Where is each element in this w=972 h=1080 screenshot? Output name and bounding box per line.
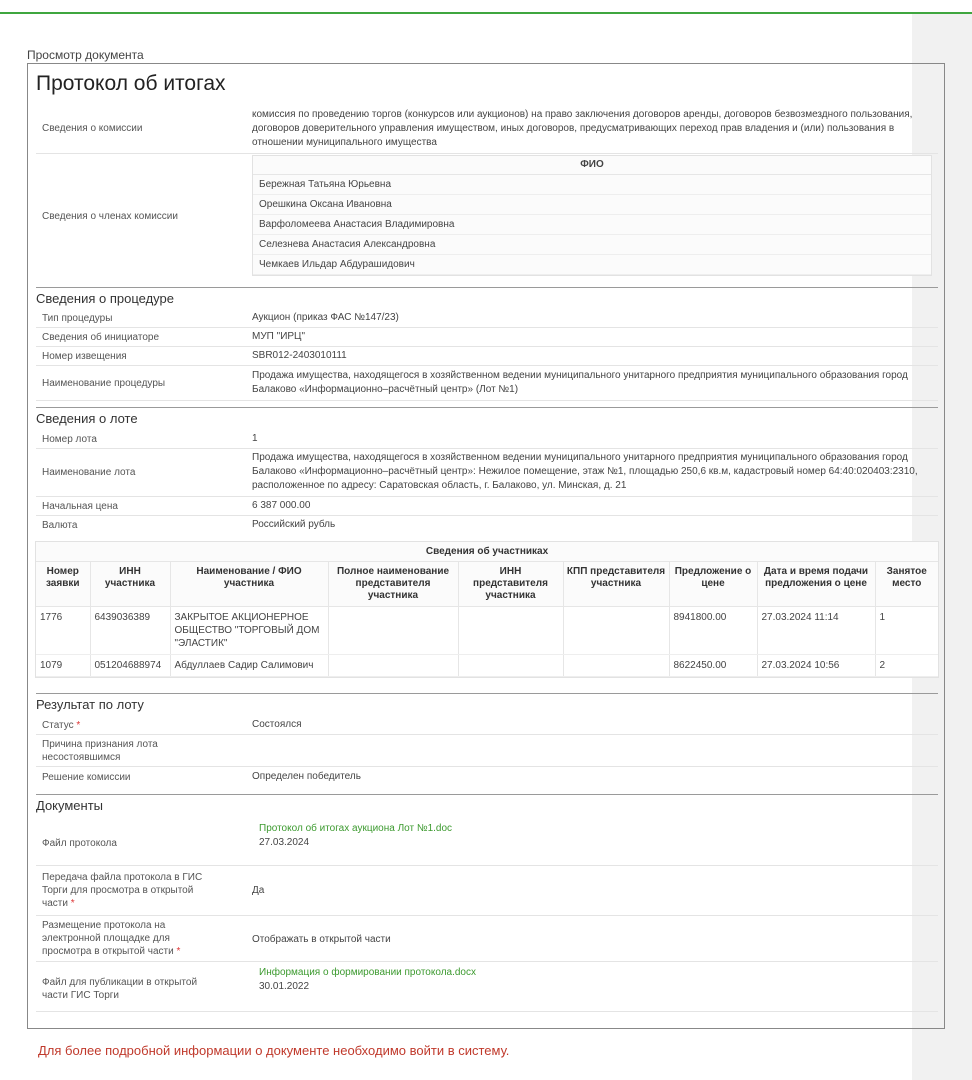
col-header: Наименование / ФИО участника	[170, 562, 328, 607]
commission-decision-label: Решение комиссии	[42, 772, 131, 783]
cell-representative-name	[328, 655, 458, 677]
notice-number-row	[36, 347, 938, 366]
col-header: Предложение о цене	[669, 562, 757, 607]
cell-representative-name	[328, 607, 458, 655]
page-label: Просмотр документа	[27, 48, 144, 62]
participants-caption: Сведения об участниках	[36, 542, 938, 562]
protocol-file-link[interactable]: Протокол об итогах аукциона Лот №1.doc	[259, 823, 453, 834]
failure-reason-label: Причина признания лота несостоявшимся	[42, 739, 158, 763]
currency-value: Российский рубль	[252, 519, 336, 530]
col-header: КПП представителя участника	[563, 562, 669, 607]
protocol-placement-value: Отображать в открытой части	[252, 934, 391, 945]
status-value: Состоялся	[252, 719, 302, 730]
required-mark: *	[176, 946, 181, 957]
gis-transfer-label	[42, 871, 217, 910]
cell-place: 1	[875, 607, 938, 655]
commission-members-label: Сведения о членах комиссии	[42, 211, 178, 222]
cell-representative-kpp	[563, 655, 669, 677]
cell-participant-name: Абдуллаев Садир Салимович	[170, 655, 328, 677]
top-header-bar	[0, 0, 972, 14]
protocol-placement-label-text: Размещение протокола на электронной площадке для просмотра в открытой части	[42, 920, 174, 957]
commission-members-table	[252, 155, 932, 276]
lot-heading-text: Сведения о лоте	[36, 411, 138, 426]
procedure-section-heading	[36, 287, 938, 307]
document-title: Протокол об итогах	[36, 72, 226, 95]
participants-grid	[36, 562, 938, 677]
publication-file-label: Файл для публикации в открытой части ГИС Торги	[42, 977, 198, 1001]
cell-representative-inn	[458, 607, 563, 655]
procedure-type-row	[36, 309, 938, 328]
procedure-name-label: Наименование процедуры	[42, 378, 166, 389]
start-price-label: Начальная цена	[42, 501, 118, 512]
procedure-heading-text: Сведения о процедуре	[36, 291, 174, 306]
protocol-placement-label	[42, 919, 217, 958]
procedure-name-value: Продажа имущества, находящегося в хозяйственном ведении муниципального унитарного предприятия муниципального образования город Балаково «Информационно–расчётный центр» (Лот №1)	[252, 370, 908, 395]
participants-table	[35, 541, 939, 678]
gis-transfer-label-text: Передача файла протокола в ГИС Торги для просмотра в открытой части	[42, 872, 203, 909]
cell-participant-name: ЗАКРЫТОЕ АКЦИОНЕРНОЕ ОБЩЕСТВО "ТОРГОВЫЙ ДОМ "ЭЛАСТИК"	[170, 607, 328, 655]
status-label	[42, 719, 80, 732]
members-header: ФИО	[253, 156, 931, 175]
member-item: Варфоломеева Анастасия Владимировна	[253, 215, 931, 235]
lot-name-value: Продажа имущества, находящегося в хозяйственном ведении муниципального унитарного предприятия муниципального образования город Балаково «Информационно–расчётный центр»: Нежилое помещение, этаж №1, площадью 250,6 кв.м, кадастровый номер 64:40:020403:2310, расположенное по адресу: Саратовская область, г. Балаково, ул. Минская, д. 21	[252, 452, 918, 491]
login-required-note: Для более подробной информации о документе необходимо войти в систему.	[38, 1043, 510, 1058]
notice-number-value: SBR012-2403010111	[252, 350, 347, 361]
table-row	[36, 607, 938, 655]
status-label-text: Статус	[42, 720, 74, 731]
lot-name-row	[36, 449, 938, 497]
start-price-row	[36, 497, 938, 516]
initiator-label: Сведения об инициаторе	[42, 332, 160, 343]
procedure-type-label: Тип процедуры	[42, 313, 113, 324]
failure-reason-row	[36, 735, 938, 767]
commission-info-label: Сведения о комиссии	[42, 123, 143, 134]
protocol-file-row	[36, 816, 938, 866]
gis-transfer-value: Да	[252, 885, 265, 896]
initiator-value: МУП "ИРЦ"	[252, 331, 306, 342]
required-mark: *	[70, 898, 75, 909]
protocol-placement-row	[36, 916, 938, 962]
cell-offer-datetime: 27.03.2024 11:14	[757, 607, 875, 655]
cell-representative-inn	[458, 655, 563, 677]
member-item: Орешкина Оксана Ивановна	[253, 195, 931, 215]
cell-representative-kpp	[563, 607, 669, 655]
currency-label: Валюта	[42, 520, 78, 531]
lot-number-row	[36, 429, 938, 449]
cell-place: 2	[875, 655, 938, 677]
documents-section-heading	[36, 794, 938, 814]
cell-application-number: 1079	[36, 655, 90, 677]
cell-price-offer: 8622450.00	[669, 655, 757, 677]
commission-info-row	[36, 106, 938, 154]
publication-file-value	[259, 966, 939, 994]
col-header: Дата и время подачи предложения о цене	[757, 562, 875, 607]
document-view	[27, 63, 945, 1029]
notice-number-label: Номер извещения	[42, 351, 127, 362]
cell-inn: 051204688974	[90, 655, 170, 677]
result-section-heading	[36, 693, 938, 713]
col-header: Номер заявки	[36, 562, 90, 607]
start-price-value: 6 387 000.00	[252, 500, 311, 511]
gis-transfer-row	[36, 866, 938, 916]
cell-price-offer: 8941800.00	[669, 607, 757, 655]
member-item: Бережная Татьяна Юрьевна	[253, 175, 931, 195]
documents-heading-text: Документы	[36, 798, 104, 813]
lot-section-heading	[36, 407, 938, 427]
initiator-row	[36, 328, 938, 347]
col-header: Полное наименование представителя участника	[328, 562, 458, 607]
col-header: ИНН представителя участника	[458, 562, 563, 607]
commission-info-value: комиссия по проведению торгов (конкурсов или аукционов) на право заключения договоров аренды, договоров безвозмездного пользования, договоров доверительного управления имуществом, иных договоров, предусматривающих переход прав владения и (или) пользования в отношении муниципального имущества	[252, 109, 913, 148]
participants-header-row	[36, 562, 938, 607]
publication-file-row	[36, 962, 938, 1012]
procedure-name-row	[36, 366, 938, 401]
cell-application-number: 1776	[36, 607, 90, 655]
result-heading-text: Результат по лоту	[36, 697, 144, 712]
member-item: Чемкаев Ильдар Абдурашидович	[253, 255, 931, 275]
lot-number-label: Номер лота	[42, 434, 97, 445]
procedure-type-value: Аукцион (приказ ФАС №147/23)	[252, 312, 399, 323]
currency-row	[36, 516, 938, 535]
publication-file-date: 30.01.2022	[259, 981, 310, 992]
commission-decision-value: Определен победитель	[252, 771, 361, 782]
member-item: Селезнева Анастасия Александровна	[253, 235, 931, 255]
status-row	[36, 715, 938, 735]
publication-file-link[interactable]: Информация о формировании протокола.docx	[259, 967, 476, 978]
cell-inn: 6439036389	[90, 607, 170, 655]
protocol-file-value	[259, 822, 939, 850]
protocol-file-date: 27.03.2024	[259, 837, 310, 848]
lot-number-value: 1	[252, 433, 258, 444]
lot-name-label: Наименование лота	[42, 467, 136, 478]
col-header: Занятое место	[875, 562, 938, 607]
col-header: ИНН участника	[90, 562, 170, 607]
protocol-file-label: Файл протокола	[42, 838, 117, 849]
commission-decision-row	[36, 767, 938, 787]
required-mark: *	[76, 720, 81, 731]
table-row	[36, 655, 938, 677]
cell-offer-datetime: 27.03.2024 10:56	[757, 655, 875, 677]
